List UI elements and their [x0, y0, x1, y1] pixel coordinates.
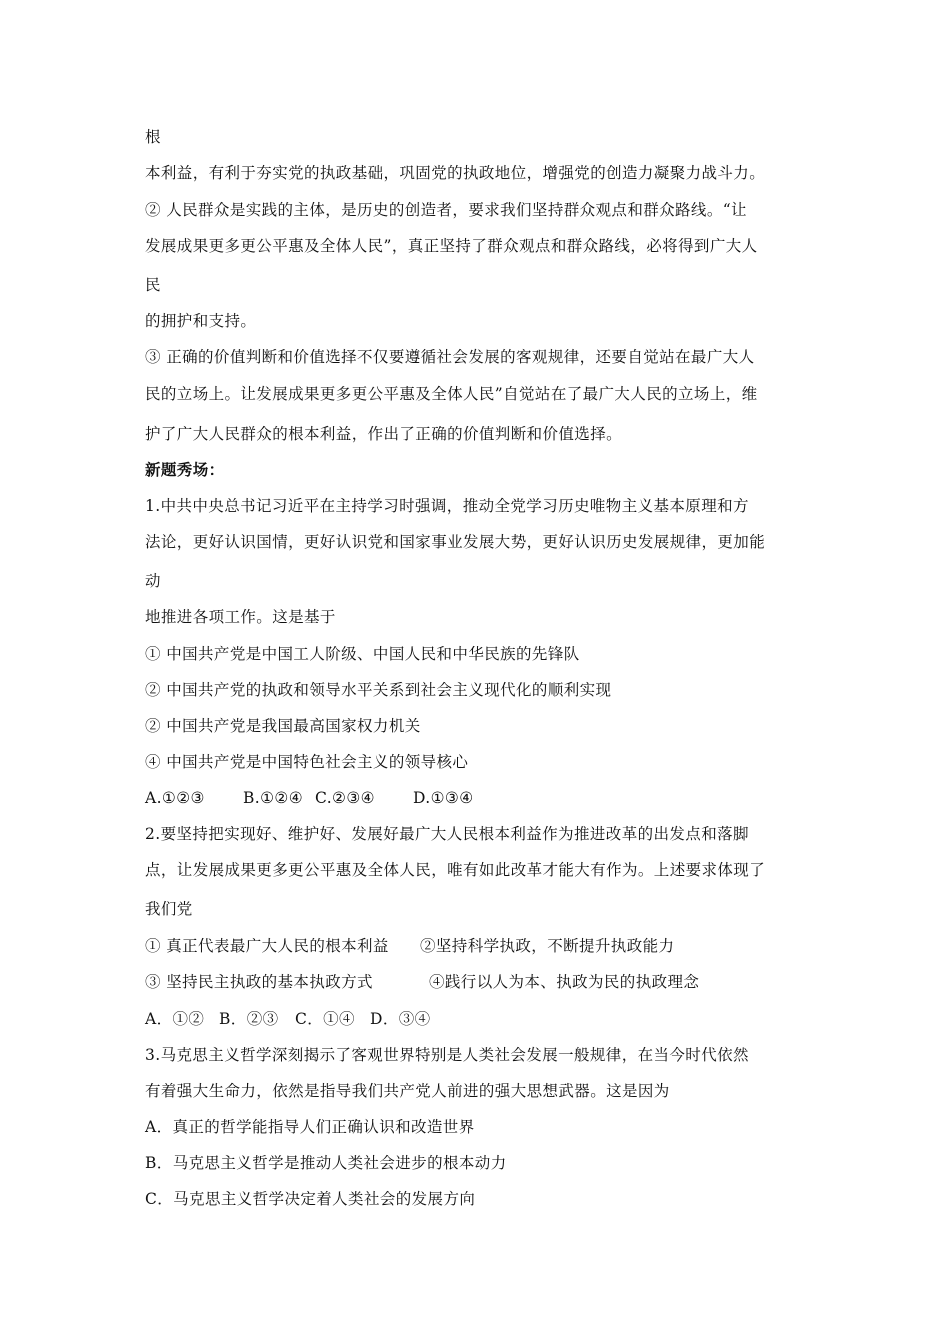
text-line: 根 — [145, 128, 161, 146]
question-2-item: ②坚持科学执政，不断提升执政能力 — [420, 937, 675, 955]
question-2-items — [145, 971, 825, 993]
question-1-stem: 法论，更好认识国情，更好认识党和国家事业发展大势，更好认识历史发展规律，更加能 — [145, 533, 766, 551]
question-2-item: ① 真正代表最广大人民的根本利益 — [145, 937, 389, 955]
question-1-item: ④ 中国共产党是中国特色社会主义的领导核心 — [145, 753, 469, 771]
text-line: 发展成果更多更公平惠及全体人民”，真正坚持了群众观点和群众路线，必将得到广大人 — [145, 237, 758, 255]
option-d: D.①③④ — [413, 789, 474, 807]
question-2-stem: 我们党 — [145, 900, 193, 918]
option-b: B．②③ — [219, 1010, 279, 1028]
question-3-stem: 3.马克思主义哲学深刻揭示了客观世界特别是人类社会发展一般规律，在当今时代依然 — [145, 1046, 749, 1064]
question-1-item: ② 中国共产党的执政和领导水平关系到社会主义现代化的顺利实现 — [145, 681, 612, 699]
question-2-stem: 2.要坚持把实现好、维护好、发展好最广大人民根本利益作为推进改革的出发点和落脚 — [145, 825, 749, 843]
question-2-stem: 点，让发展成果更多更公平惠及全体人民，唯有如此改革才能大有作为。上述要求体现了 — [145, 861, 766, 879]
question-2-item: ④践行以人为本、执政为民的执政理念 — [429, 973, 700, 991]
question-2-options — [145, 1008, 825, 1030]
question-1-item: ② 中国共产党是我国最高国家权力机关 — [145, 717, 421, 735]
option-a: A．①② — [145, 1010, 205, 1028]
text-line: 的拥护和支持。 — [145, 312, 257, 330]
question-3-option: A．真正的哲学能指导人们正确认识和改造世界 — [145, 1118, 475, 1136]
text-line: ② 人民群众是实践的主体，是历史的创造者，要求我们坚持群众观点和群众路线。“让 — [145, 201, 747, 219]
option-d: D．③④ — [370, 1010, 431, 1028]
option-c: C．①④ — [295, 1010, 355, 1028]
text-line: 民 — [145, 276, 161, 294]
text-line: 护了广大人民群众的根本利益，作出了正确的价值判断和价值选择。 — [145, 425, 623, 443]
question-1-stem: 1.中共中央总书记习近平在主持学习时强调，推动全党学习历史唯物主义基本原理和方 — [145, 497, 749, 515]
question-3-option: B．马克思主义哲学是推动人类社会进步的根本动力 — [145, 1154, 507, 1172]
question-1-stem: 动 — [145, 572, 161, 590]
question-3-option: C．马克思主义哲学决定着人类社会的发展方向 — [145, 1190, 476, 1208]
question-1-stem: 地推进各项工作。这是基于 — [145, 608, 336, 626]
text-line: 本利益，有利于夯实党的执政基础，巩固党的执政地位，增强党的创造力凝聚力战斗力。 — [145, 164, 766, 182]
question-1-options — [145, 787, 825, 809]
section-heading: 新题秀场： — [145, 461, 225, 479]
question-2-item: ③ 坚持民主执政的基本执政方式 — [145, 973, 373, 991]
option-c: C.②③④ — [315, 789, 375, 807]
question-3-stem: 有着强大生命力，依然是指导我们共产党人前进的强大思想武器。这是因为 — [145, 1082, 670, 1100]
question-2-items — [145, 935, 825, 957]
option-b: B.①②④ — [243, 789, 304, 807]
text-line: 民的立场上。让发展成果更多更公平惠及全体人民”自觉站在了最广大人民的立场上，维 — [145, 385, 758, 403]
text-line: ③ 正确的价值判断和价值选择不仅要遵循社会发展的客观规律，还要自觉站在最广大人 — [145, 348, 755, 366]
question-1-item: ① 中国共产党是中国工人阶级、中国人民和中华民族的先锋队 — [145, 645, 580, 663]
option-a: A.①②③ — [145, 789, 205, 807]
